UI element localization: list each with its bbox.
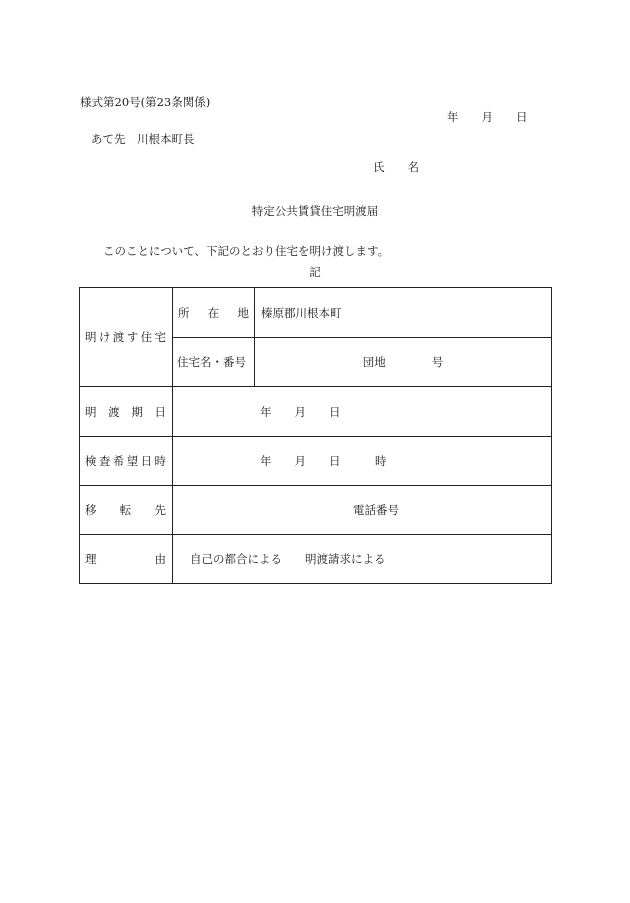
location-label: 所 在 地: [173, 288, 255, 338]
intro-sentence: このことについて、下記のとおり住宅を明け渡します。: [103, 244, 390, 258]
destination-label: 移 転 先: [80, 486, 173, 535]
location-value: 榛原郡川根本町: [255, 288, 552, 338]
table-row-inspection: [80, 437, 552, 486]
reason-options: [173, 535, 552, 584]
table-row-destination: [80, 486, 552, 535]
details-table: [79, 287, 552, 584]
table-row-location: [80, 288, 552, 338]
table-row-vacate-date: [80, 387, 552, 437]
ki-heading: 記: [309, 265, 321, 279]
date-line: 年 月 日: [447, 110, 528, 124]
destination-phone-label: 電話番号: [173, 486, 552, 535]
document-title: 特定公共賃貸住宅明渡届: [251, 204, 379, 218]
reason-option-self: 自己の都合による: [190, 552, 282, 566]
house-label: 明け渡す住宅: [80, 288, 173, 387]
table-row-reason: [80, 535, 552, 584]
addressee: あて先 川根本町長: [91, 132, 195, 146]
reason-label: 理 由: [80, 535, 173, 584]
vacate-date-value: 年 月 日: [173, 387, 552, 437]
house-name-value: 団地 号: [255, 338, 552, 387]
form-number: 様式第20号(第23条関係): [80, 95, 211, 109]
vacate-date-label: 明 渡 期 日: [80, 387, 173, 437]
reason-option-request: 明渡請求による: [305, 552, 386, 566]
house-name-label: 住宅名・番号: [173, 338, 255, 387]
applicant-name-label: 氏 名: [373, 160, 419, 174]
inspection-label: 検査希望日時: [80, 437, 173, 486]
inspection-value: 年 月 日 時: [173, 437, 552, 486]
